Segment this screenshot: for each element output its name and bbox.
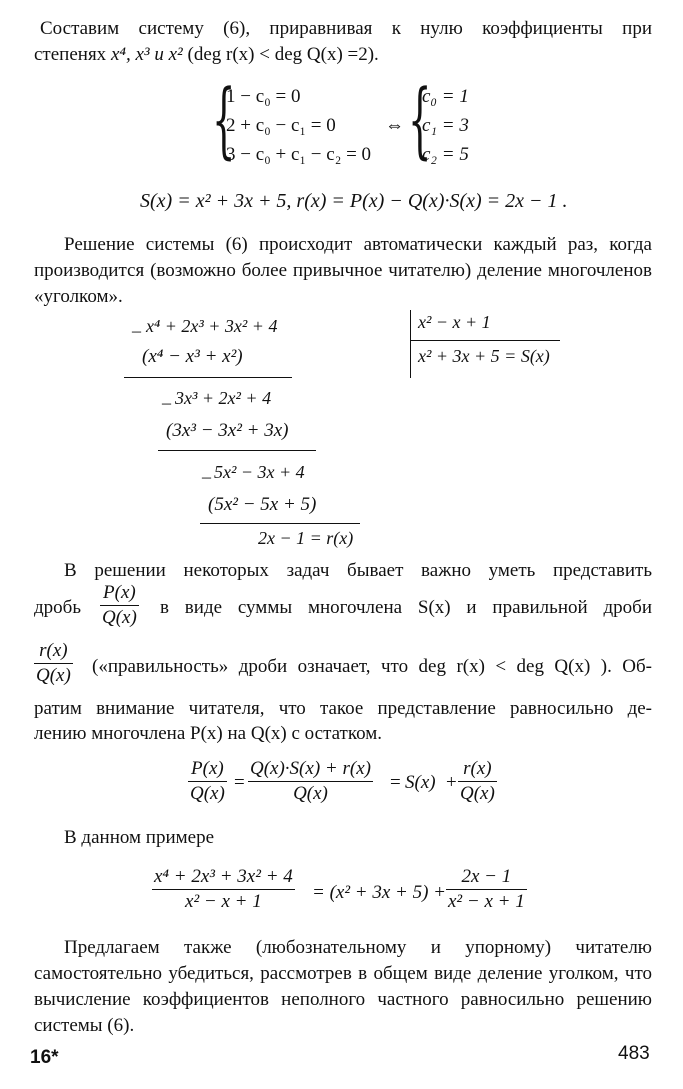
identity-eq-1: = [234,772,245,793]
example-r-bar [446,889,527,890]
division-divisor: x² − x + 1 [418,312,491,332]
identity-r-bar [458,781,497,782]
fraction-p-over-q-denominator: Q(x) [102,607,137,628]
example-lhs-denominator: x² − x + 1 [185,891,262,912]
example-lhs-numerator: x⁴ + 2x³ + 3x² + 4 [154,866,293,887]
paragraph-division-intro: Решение системы (6) происходит автоматически каждый раз, когда производится (возможно более привычное читателю) деление многочленов «уголком». [34,234,652,307]
division-dividend: x⁴ + 2x³ + 3x² + 4 [146,316,278,336]
system-right-eq-3: c₂ = 5 [422,144,469,165]
equivalence-sign: ⇔ [385,115,404,136]
division-minus-1: _ [132,314,141,334]
division-subtrahend-2: (3x³ − 3x² + 3x) [166,420,289,441]
identity-r-fraction [458,758,497,805]
paragraph3-line-2-pre: дробь [34,597,81,618]
division-line-2 [158,450,316,451]
division-remainder-1: 3x³ + 2x² + 4 [175,388,272,408]
identity-plus: + [446,772,457,793]
identity-s-of-x: S(x) [405,772,436,793]
fraction-p-over-q-numerator: P(x) [103,582,136,603]
division-minus-2: _ [162,386,171,406]
system-right-eq-2: c₁ = 3 [422,115,469,136]
division-quotient: x² + 3x + 5 = S(x) [418,346,550,366]
identity-mid-denominator: Q(x) [293,783,328,804]
example-label: В данном примере [64,827,214,848]
fraction-r-over-q-denominator: Q(x) [36,665,71,686]
fraction-p-over-q-bar [100,605,139,606]
system-right-brace: { [408,73,432,168]
identity-mid-fraction [248,758,373,805]
identity-lhs-denominator: Q(x) [190,783,225,804]
fraction-r-over-q-bar [34,663,73,664]
example-r-numerator: 2x − 1 [461,866,512,887]
intro-line-1: Составим систему (6), приравнивая к нулю коэффициенты при [40,18,652,39]
paragraph3-line-2-post: в виде суммы многочлена S(x) и правильной дроби [160,597,652,618]
system-left-brace: { [212,73,236,168]
division-corner-horizontal [410,340,560,341]
identity-lhs-fraction [188,758,227,805]
example-middle: = (x² + 3x + 5) + [312,882,447,903]
identity-lhs-numerator: P(x) [191,758,224,779]
division-line-1 [124,377,292,378]
system-left-eq-2: 2 + c₀ − c₁ = 0 [226,115,336,136]
system-right-eq-1: c₀ = 1 [422,86,469,107]
result-formula: S(x) = x² + 3x + 5, r(x) = P(x) − Q(x)·S(x) = 2x − 1 . [140,190,568,212]
example-r-denominator: x² − x + 1 [448,891,525,912]
example-r-fraction [446,866,527,913]
example-lhs-bar [152,889,295,890]
paragraph3-line-1: В решении некоторых задач бывает важно уметь представить [64,560,652,581]
division-subtrahend-3: (5x² − 5x + 5) [208,494,317,515]
identity-r-numerator: r(x) [463,758,492,779]
identity-lhs-bar [188,781,227,782]
system-left-eq-1: 1 − c₀ = 0 [226,86,301,107]
division-remainder-2: 5x² − 3x + 4 [214,462,305,482]
paragraph3-line-4: ратим внимание читателя, что такое представление равносильно де- [34,698,652,719]
identity-mid-numerator: Q(x)·S(x) + r(x) [250,758,371,779]
division-minus-3: _ [202,460,211,480]
intro-line-2-powers: x⁴, x³ и x² [110,44,183,65]
intro-line-2-prefix: степенях [34,44,107,65]
system-left-eq-3: 3 − c₀ + c₁ − c₂ = 0 [226,144,372,165]
division-subtrahend-1: (x⁴ − x³ + x²) [142,346,243,367]
paragraph3-line-5: лению многочлена P(x) на Q(x) с остатком. [34,723,383,744]
fraction-r-over-q-numerator: r(x) [39,640,68,661]
division-corner-vertical [410,310,411,378]
identity-mid-bar [248,781,373,782]
intro-line-2 [34,44,379,66]
example-lhs-fraction [152,866,295,913]
fraction-p-over-q [100,582,139,629]
page-number: 483 [618,1043,650,1064]
paragraph-closing: Предлагаем также (любознательному и упорному) читателю самостоятельно убедиться, рассмотрев в общем виде деление уголком, что вычисление коэффициентов неполного частного равносильно решению системы (6). [34,937,652,1036]
fraction-r-over-q [34,640,73,687]
paragraph3-line-3: («правильность» дроби означает, что deg r(x) < deg Q(x) ). Об- [92,656,652,677]
division-line-3 [200,523,360,524]
intro-line-2-condition: (deg r(x) < deg Q(x) =2). [187,44,379,65]
identity-eq-2: = [390,772,401,793]
identity-r-denominator: Q(x) [460,783,495,804]
page-signature-mark: 16* [30,1047,59,1068]
division-final-remainder: 2x − 1 = r(x) [258,528,354,548]
